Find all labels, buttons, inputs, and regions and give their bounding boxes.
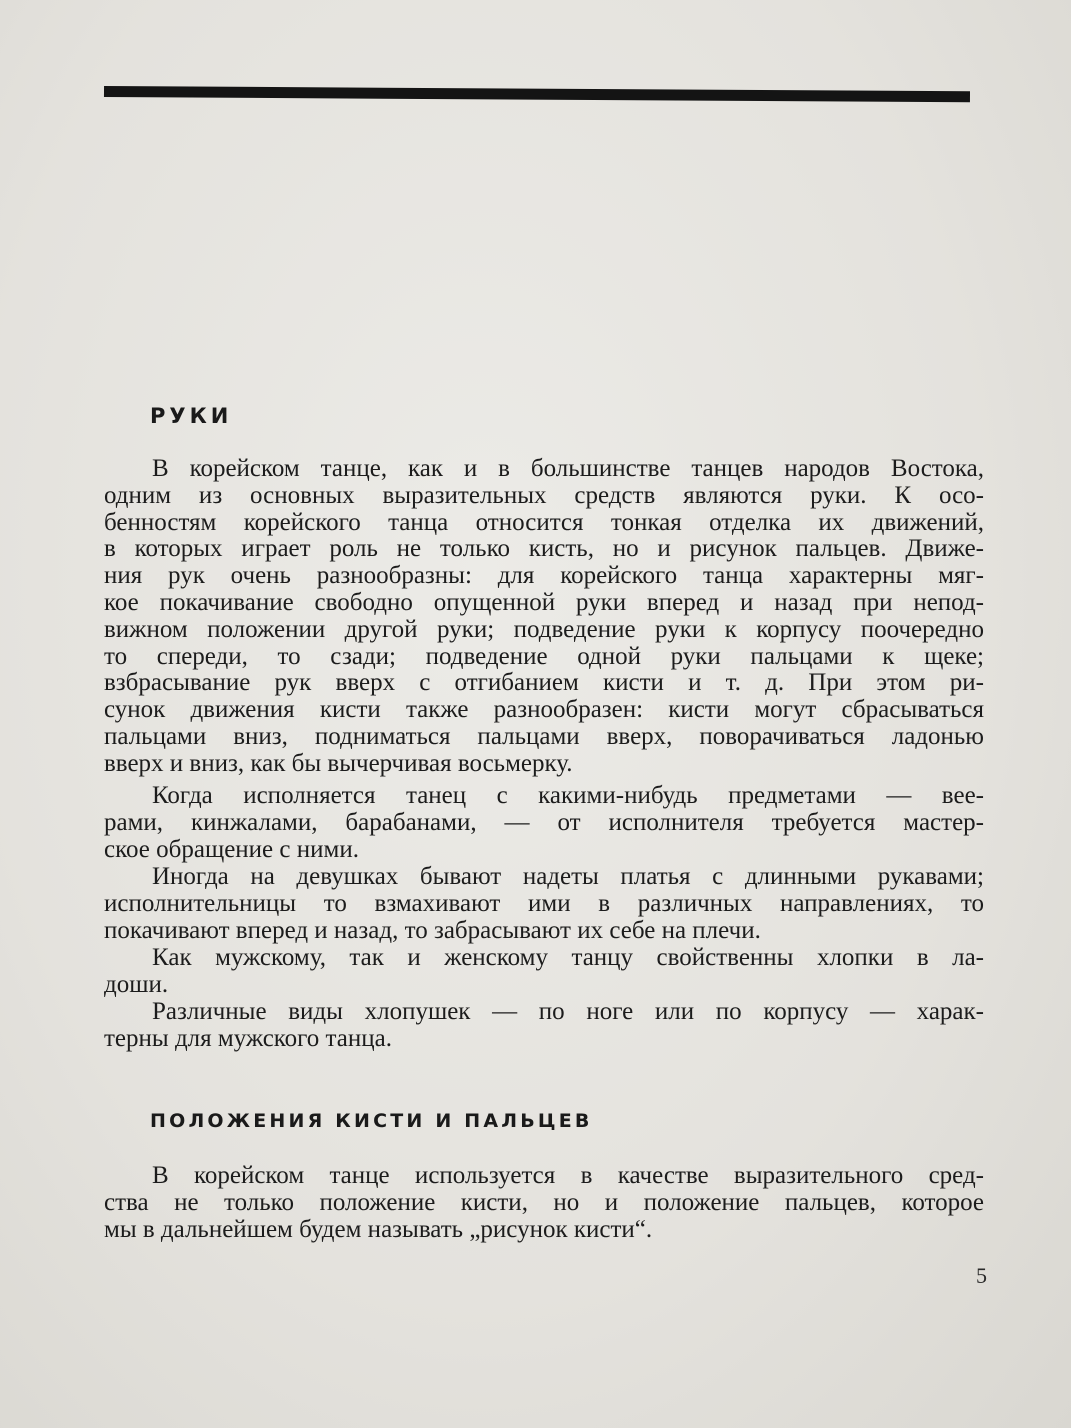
- text-line: Как мужскому, так и женскому танцу свойственны хлопки в ла-: [152, 944, 984, 971]
- text-line: рами, кинжалами, барабанами, — от исполнителя требуется мастер-: [104, 808, 984, 836]
- text-line: Различные виды хлопушек — по ноге или по корпусу — харак-: [152, 998, 984, 1025]
- text-line: то спереди, то сзади; подведение одной руки пальцами к щеке;: [104, 642, 984, 670]
- top-horizontal-rule: [104, 86, 970, 102]
- paragraph-hand-pattern: [104, 1163, 984, 1243]
- text-line: вверх и вниз, как бы вычерчивая восьмерку.: [104, 749, 573, 777]
- paragraph-slaps: [104, 999, 984, 1053]
- text-line: В корейском танце используется в качестве выразительного сред-: [152, 1162, 984, 1189]
- paragraph-props: [104, 783, 984, 863]
- text-line: покачивают вперед и назад, то забрасывают их себе на плечи.: [104, 916, 761, 944]
- text-line: ское обращение с ними.: [104, 835, 359, 863]
- text-line: кое покачивание свободно опущенной руки вперед и назад при непод-: [104, 588, 984, 616]
- section-heading-hands: РУКИ: [150, 404, 233, 428]
- paragraph-sleeves: [104, 864, 984, 944]
- page-number: 5: [976, 1263, 987, 1288]
- text-line: доши.: [104, 970, 169, 998]
- text-line: В корейском танце, как и в большинстве танцев народов Востока,: [152, 455, 984, 482]
- text-line: Иногда на девушках бывают надеты платья с длинными рукавами;: [152, 863, 984, 890]
- text-line: взбрасывание рук вверх с отгибанием кисти и т. д. При этом ри-: [104, 669, 984, 697]
- paragraph-claps: [104, 945, 984, 999]
- text-line: бенностям корейского танца относится тонкая отделка их движений,: [104, 508, 984, 536]
- text-line: пальцами вниз, подниматься пальцами вверх, поворачиваться ладонью: [104, 722, 984, 750]
- text-line: терны для мужского танца.: [104, 1024, 392, 1052]
- text-line: мы в дальнейшем будем называть „рисунок кисти“.: [104, 1215, 653, 1243]
- paragraph-hands-intro: [104, 456, 984, 778]
- text-line: сунок движения кисти также разнообразен: кисти могут сбрасываться: [104, 696, 984, 724]
- text-line: исполнительницы то взмахивают ими в различных направлениях, то: [104, 889, 984, 917]
- text-line: в которых играет роль не только кисть, но и рисунок пальцев. Движе-: [104, 535, 984, 563]
- text-line: ния рук очень разнообразны: для корейского танца характерны мяг-: [104, 562, 984, 590]
- text-line: Когда исполняется танец с какими-нибудь предметами — вее-: [152, 782, 984, 809]
- text-line: вижном положении другой руки; подведение руки к корпусу поочередно: [104, 615, 984, 643]
- text-line: одним из основных выразительных средств являются руки. К осо-: [104, 481, 984, 509]
- section-heading-hand-positions: ПОЛОЖЕНИЯ КИСТИ И ПАЛЬЦЕВ: [150, 1110, 593, 1132]
- text-line: ства не только положение кисти, но и положение пальцев, которое: [104, 1188, 984, 1216]
